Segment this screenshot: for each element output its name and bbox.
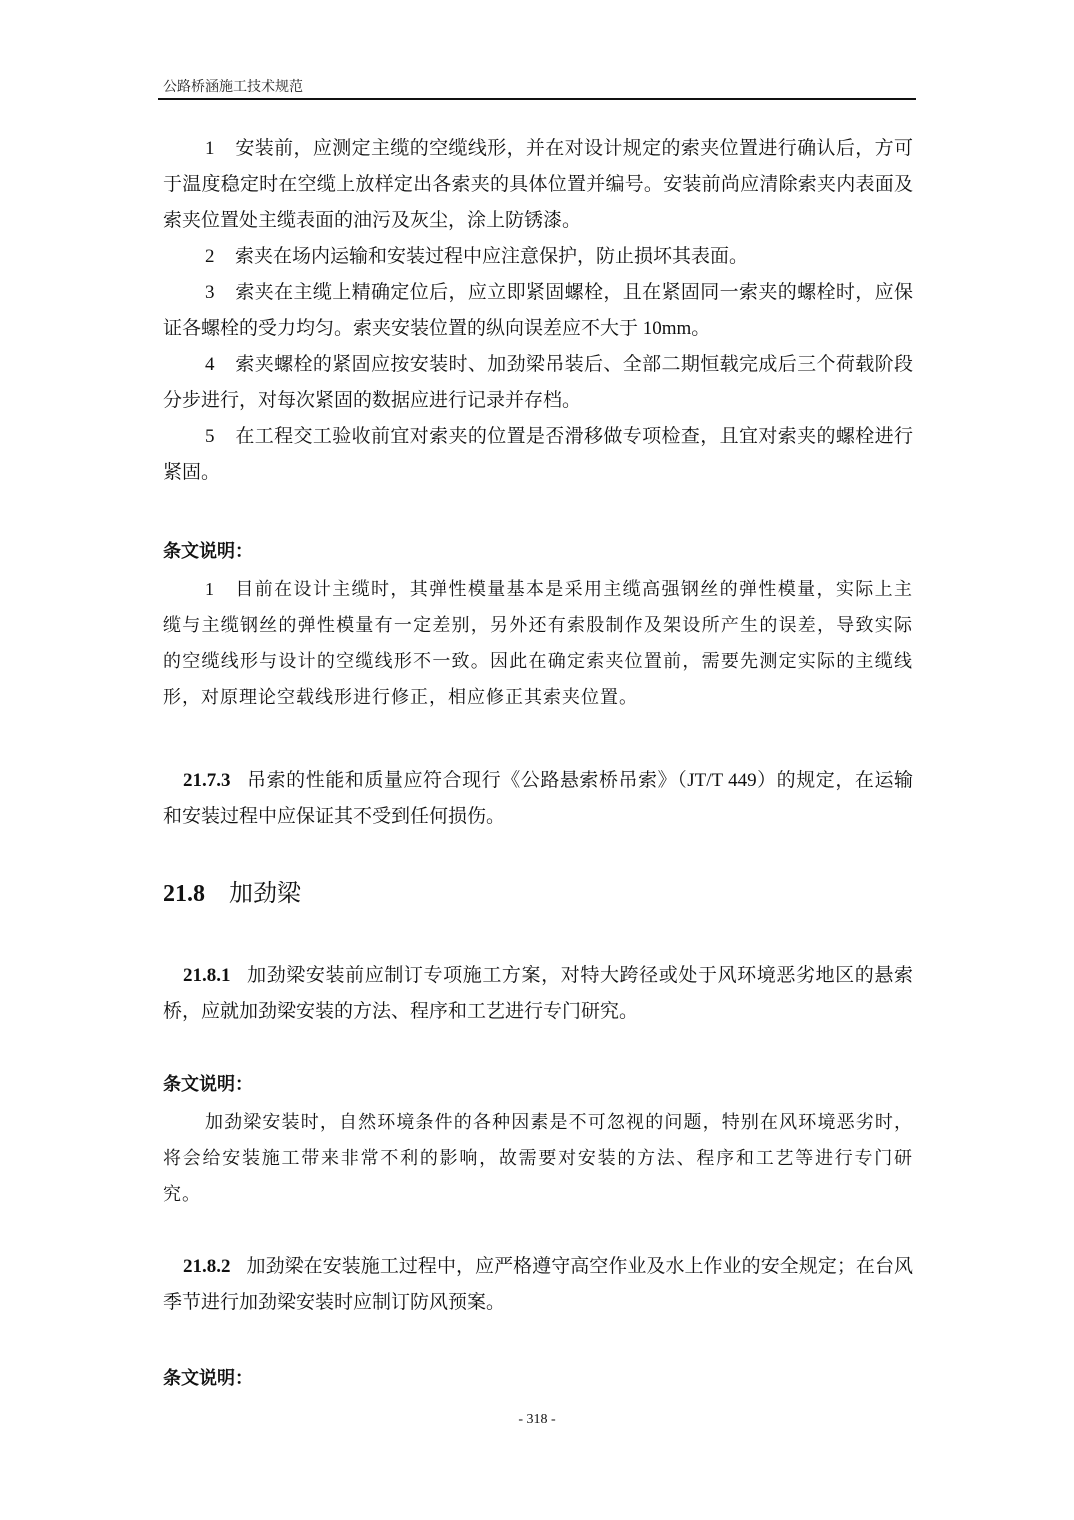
clause-21-7-3 bbox=[163, 763, 913, 835]
clause-text: 加劲梁安装前应制订专项施工方案，对特大跨径或处于风环境恶劣地区的悬索桥，应就加劲梁安装的方法、程序和工艺进行专门研究。 bbox=[163, 965, 913, 1022]
section-number: 21.8 bbox=[163, 881, 205, 907]
clause-text: 加劲梁在安装施工过程中，应严格遵守高空作业及水上作业的安全规定；在台风季节进行加劲梁安装时应制订防风预案。 bbox=[163, 1256, 913, 1313]
explanation-block-1 bbox=[163, 537, 913, 715]
clause-number: 21.8.1 bbox=[183, 965, 231, 986]
list-item: 4 索夹螺栓的紧固应按安装时、加劲梁吊装后、全部二期恒载完成后三个荷载阶段分步进行，对每次紧固的数据应进行记录并存档。 bbox=[163, 354, 913, 411]
clause-21-8-1 bbox=[163, 958, 913, 1030]
explanation-heading: 条文说明： bbox=[163, 541, 253, 561]
list-item: 2 索夹在场内运输和安装过程中应注意保护，防止损坏其表面。 bbox=[205, 246, 749, 267]
explanation-text: 加劲梁安装时，自然环境条件的各种因素是不可忽视的问题，特别在风环境恶劣时，将会给安装施工带来非常不利的影响，故需要对安装的方法、程序和工艺等进行专门研究。 bbox=[163, 1112, 913, 1204]
list-item: 1 安装前，应测定主缆的空缆线形，并在对设计规定的索夹位置进行确认后，方可于温度稳定时在空缆上放样定出各索夹的具体位置并编号。安装前尚应清除索夹内表面及索夹位置处主缆表面的油污及灰尘，涂上防锈漆。 bbox=[163, 138, 913, 231]
explanation-block-3 bbox=[163, 1364, 913, 1390]
list-item: 3 索夹在主缆上精确定位后，应立即紧固螺栓，且在紧固同一索夹的螺栓时，应保证各螺栓的受力均匀。索夹安装位置的纵向误差应不大于 10mm。 bbox=[163, 282, 913, 339]
section-heading-21-8 bbox=[163, 873, 913, 908]
header-rule bbox=[158, 98, 916, 100]
explanation-heading: 条文说明： bbox=[163, 1074, 253, 1094]
explanation-heading: 条文说明： bbox=[163, 1368, 253, 1388]
explanation-block-2 bbox=[163, 1070, 913, 1212]
section-title: 加劲梁 bbox=[229, 881, 301, 907]
clause-21-8-2 bbox=[163, 1249, 913, 1321]
list-item: 5 在工程交工验收前宜对索夹的位置是否滑移做专项检查，且宜对索夹的螺栓进行紧固。 bbox=[163, 426, 913, 483]
running-header-title: 公路桥涵施工技术规范 bbox=[163, 80, 303, 95]
clause-number: 21.7.3 bbox=[183, 770, 231, 791]
explanation-text: 1 目前在设计主缆时，其弹性模量基本是采用主缆高强钢丝的弹性模量，实际上主缆与主缆钢丝的弹性模量有一定差别，另外还有索股制作及架设所产生的误差，导致实际的空缆线形与设计的空缆线形不一致。因此在确定索夹位置前，需要先测定实际的主缆线形，对原理论空载线形进行修正，相应修正其索夹位置。 bbox=[163, 579, 913, 707]
items-list bbox=[163, 131, 913, 491]
page-number: - 318 - bbox=[518, 1412, 556, 1427]
clause-text: 吊索的性能和质量应符合现行《公路悬索桥吊索》（JT/T 449）的规定，在运输和安装过程中应保证其不受到任何损伤。 bbox=[163, 770, 913, 827]
clause-number: 21.8.2 bbox=[183, 1256, 231, 1277]
